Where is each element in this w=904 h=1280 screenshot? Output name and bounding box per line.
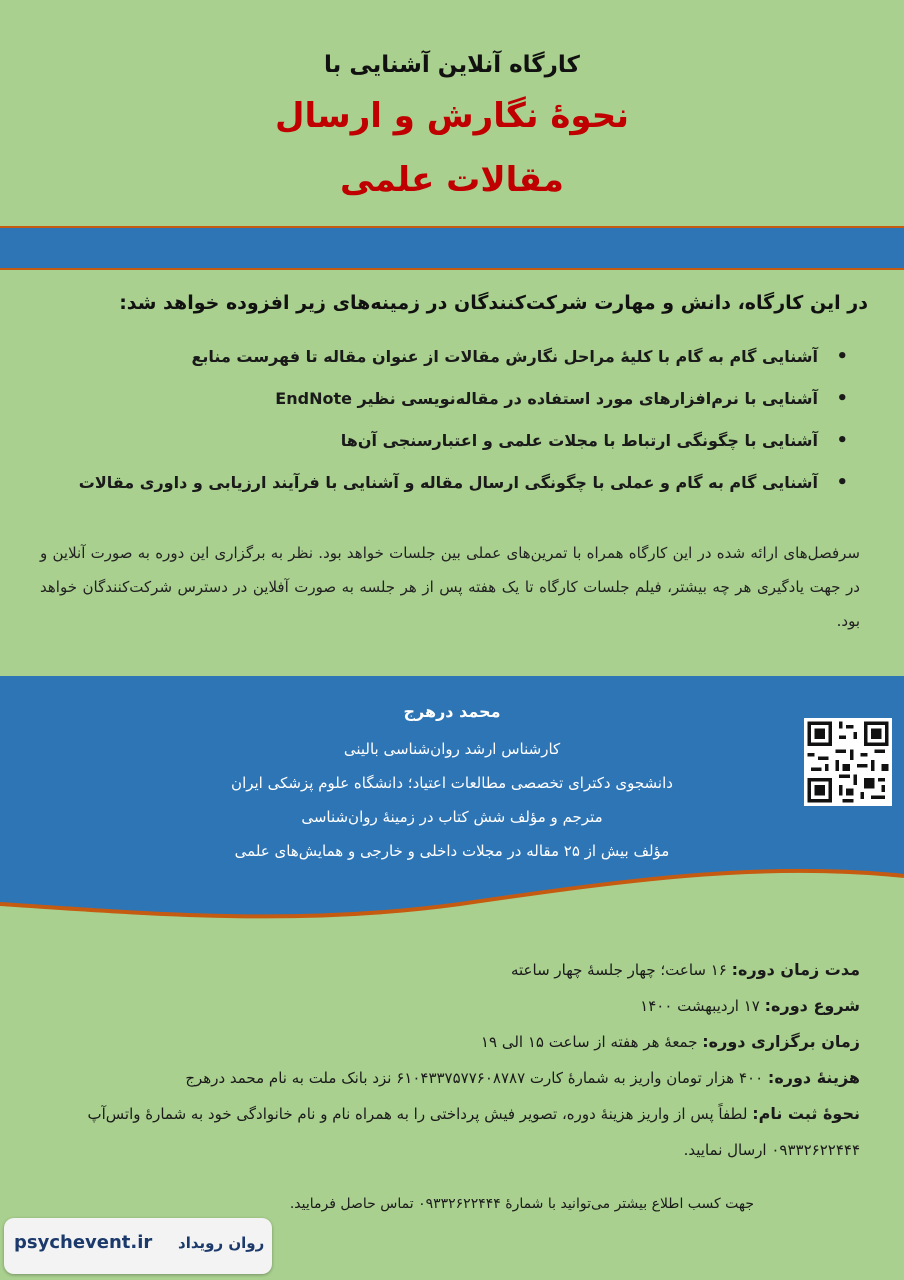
decorative-blue-band <box>0 226 904 270</box>
logo-site-url[interactable]: psychevent.ir <box>14 1232 153 1253</box>
fee-value: ۴۰۰ هزار تومان واریز به شمارهٔ کارت ۶۱۰۴۳۳۷۵۷۷۶۰۸۷۸۷ نزد بانک ملت به نام محمد درهرج <box>185 1069 764 1087</box>
topic-item: • آشنایی با نرم‌افزارهای مورد استفاده در مقاله‌نویسی نظیر EndNote <box>52 378 852 420</box>
register-label: نحوهٔ ثبت نام: <box>752 1104 860 1123</box>
start-value: ۱۷ اردیبهشت ۱۴۰۰ <box>640 997 760 1015</box>
contact-info: جهت کسب اطلاع بیشتر می‌توانید با شمارهٔ ۰۹۳۳۲۶۲۲۴۴۴ تماس حاصل فرمایید. <box>289 1196 754 1212</box>
workshop-subtitle: کارگاه آنلاین آشنایی با <box>324 52 580 78</box>
register-value: لطفاً پس از واریز هزینهٔ دوره، تصویر فیش پرداختی را به همراه نام و نام خانوادگی خود به شمارهٔ واتس‌آپ ۰۹۳۳۲۶۲۲۴۴۴ ارسال نمایید. <box>87 1105 860 1159</box>
instructor-credential: مؤلف بیش از ۲۵ مقاله در مجلات داخلی و خارجی و همایش‌های علمی <box>234 842 670 860</box>
duration-label: مدت زمان دوره: <box>731 960 860 979</box>
topic-item: • آشنایی گام به گام با کلیهٔ مراحل نگارش مقالات از عنوان مقاله تا فهرست منابع <box>52 336 852 378</box>
start-label: شروع دوره: <box>764 996 860 1015</box>
instructor-credential: کارشناس ارشد روان‌شناسی بالینی <box>343 740 561 758</box>
instructor-credential: مترجم و مؤلف شش کتاب در زمینهٔ روان‌شناسی <box>301 808 603 826</box>
qr-code[interactable] <box>804 718 892 806</box>
workshop-title-line2: مقالات علمی <box>340 160 564 200</box>
topics-list <box>52 336 852 504</box>
logo-brand-name: روان رویداد <box>178 1234 265 1252</box>
fee-label: هزینهٔ دوره: <box>767 1068 860 1087</box>
intro-heading: در این کارگاه، دانش و مهارت شرکت‌کنندگان در زمینه‌های زیر افزوده خواهد شد: <box>119 292 868 314</box>
start-row <box>40 988 860 1024</box>
duration-value: ۱۶ ساعت؛ چهار جلسهٔ چهار ساعته <box>510 961 727 979</box>
topic-item: • آشنایی با چگونگی ارتباط با مجلات علمی و اعتبارسنجی آن‌ها <box>52 420 852 462</box>
schedule-label: زمان برگزاری دوره: <box>702 1032 860 1051</box>
instructor-credential: دانشجوی دکترای تخصصی مطالعات اعتیاد؛ دانشگاه علوم پزشکی ایران <box>231 774 673 792</box>
course-details <box>40 952 860 1168</box>
schedule-row <box>40 1024 860 1060</box>
topic-item: • آشنایی گام به گام و عملی با چگونگی ارسال مقاله و آشنایی با فرآیند ارزیابی و داوری مقالات <box>52 462 852 504</box>
course-description: سرفصل‌های ارائه شده در این کارگاه همراه با تمرین‌های عملی بین جلسات خواهد بود. نظر به برگزاری این دوره به صورت آنلاین و در جهت یادگیری هر چه بیشتر، فیلم جلسات کارگاه تا یک هفته پس از هر جلسه به صورت آفلاین در دسترس شرکت‌کنندگان خواهد بود. <box>40 544 860 630</box>
instructor-name: محمد درهرج <box>403 702 501 721</box>
fee-row <box>40 1060 860 1096</box>
duration-row <box>40 952 860 988</box>
workshop-title-line1: نحوۀ نگارش و ارسال <box>274 96 630 136</box>
register-row <box>40 1096 860 1168</box>
schedule-value: جمعهٔ هر هفته از ساعت ۱۵ الی ۱۹ <box>480 1033 698 1051</box>
